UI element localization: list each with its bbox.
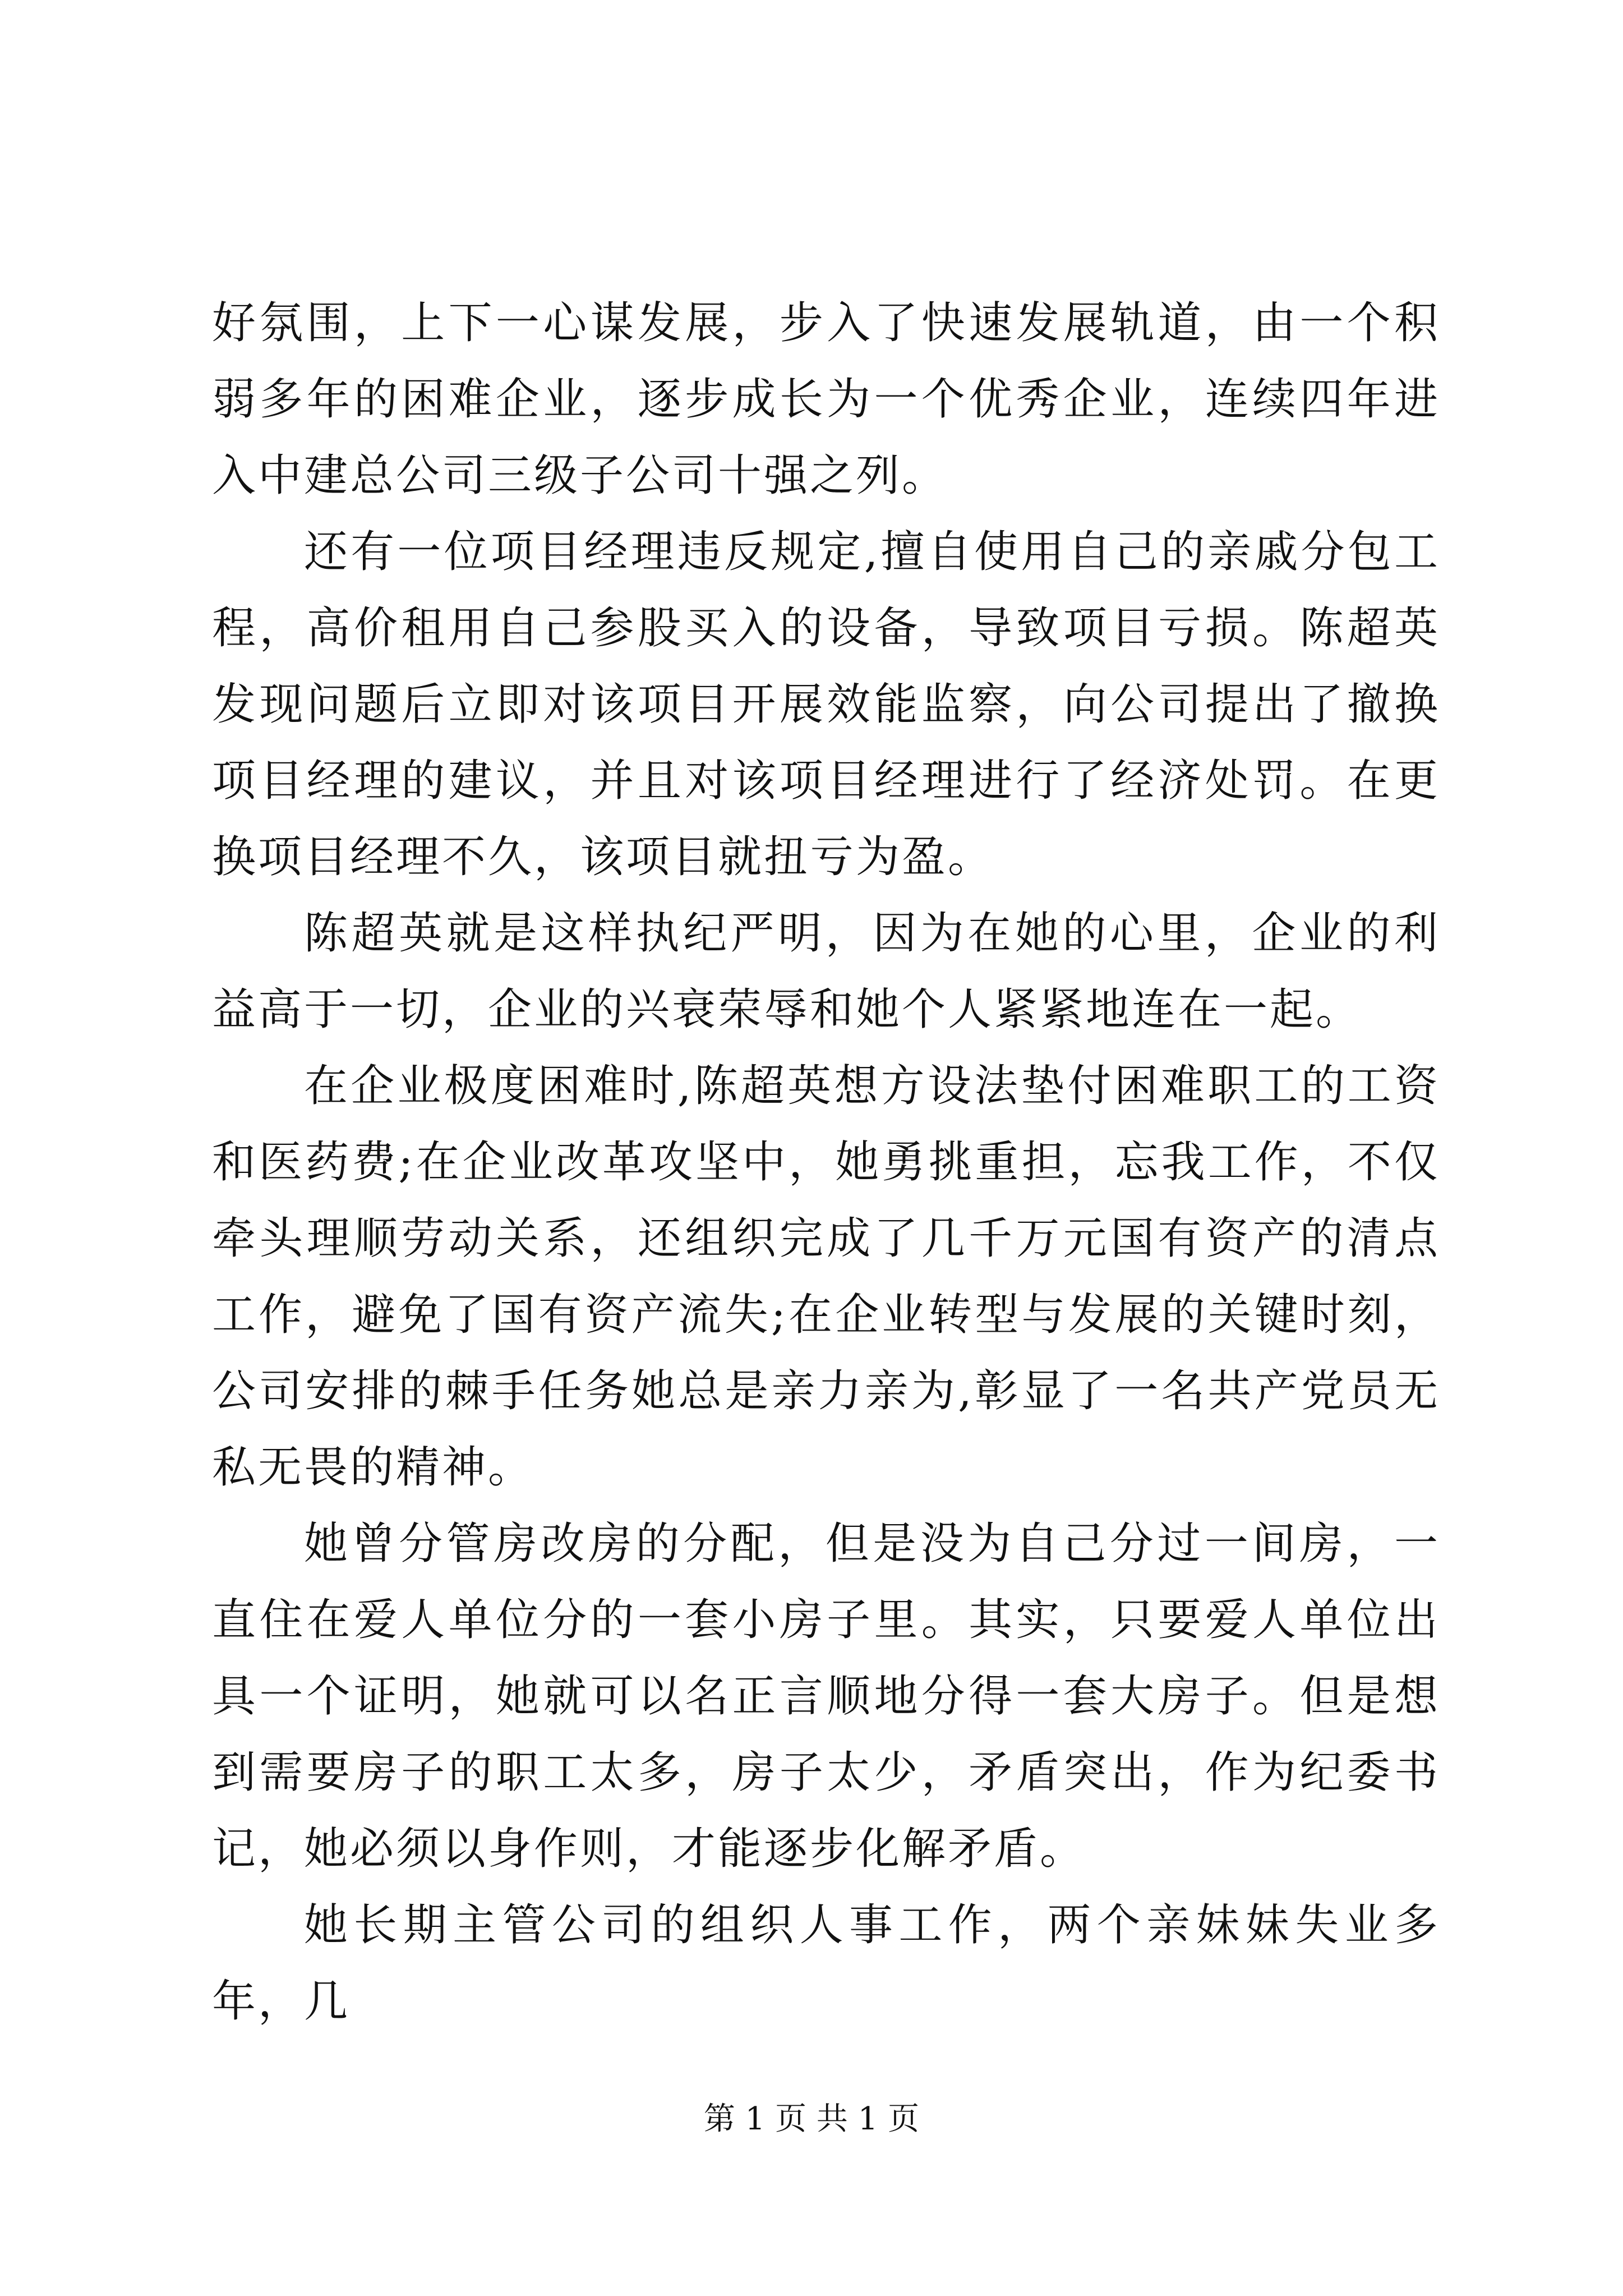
body-text (212, 285, 1440, 2040)
paragraph-6: 她长期主管公司的组织人事工作，两个亲妹妹失业多年，几 (212, 1900, 1440, 2027)
page-footer: 第 1 页 共 1 页 (703, 2101, 920, 2137)
paragraph-4: 在企业极度困难时,陈超英想方设法垫付困难职工的工资和医药费;在企业改革攻坚中，她勇挑重担，忘我工作，不仅牵头理顺劳动关系，还组织完成了几千万元国有资产的清点工作，避免了国有资产流失;在企业转型与发展的关键时刻，公司安排的棘手任务她总是亲力亲为,彰显了一名共产党员无私无畏的精神。 (212, 1061, 1440, 1493)
paragraph-3: 陈超英就是这样执纪严明，因为在她的心里，企业的利益高于一切，企业的兴衰荣辱和她个人紧紧地连在一起。 (212, 908, 1440, 1035)
paragraph-2: 还有一位项目经理违反规定,擅自使用自己的亲戚分包工程，高价租用自己参股买入的设备，导致项目亏损。陈超英发现问题后立即对该项目开展效能监察，向公司提出了撤换项目经理的建议，并且对该项目经理进行了经济处罚。在更换项目经理不久，该项目就扭亏为盈。 (212, 527, 1440, 882)
paragraph-5: 她曾分管房改房的分配，但是没为自己分过一间房，一直住在爱人单位分的一套小房子里。其实，只要爱人单位出具一个证明，她就可以名正言顺地分得一套大房子。但是想到需要房子的职工太多，房子太少，矛盾突出，作为纪委书记，她必须以身作则，才能逐步化解矛盾。 (212, 1519, 1440, 1874)
paragraph-1: 好氛围，上下一心谋发展，步入了快速发展轨道，由一个积弱多年的困难企业，逐步成长为一个优秀企业，连续四年进入中建总公司三级子公司十强之列。 (212, 298, 1440, 501)
